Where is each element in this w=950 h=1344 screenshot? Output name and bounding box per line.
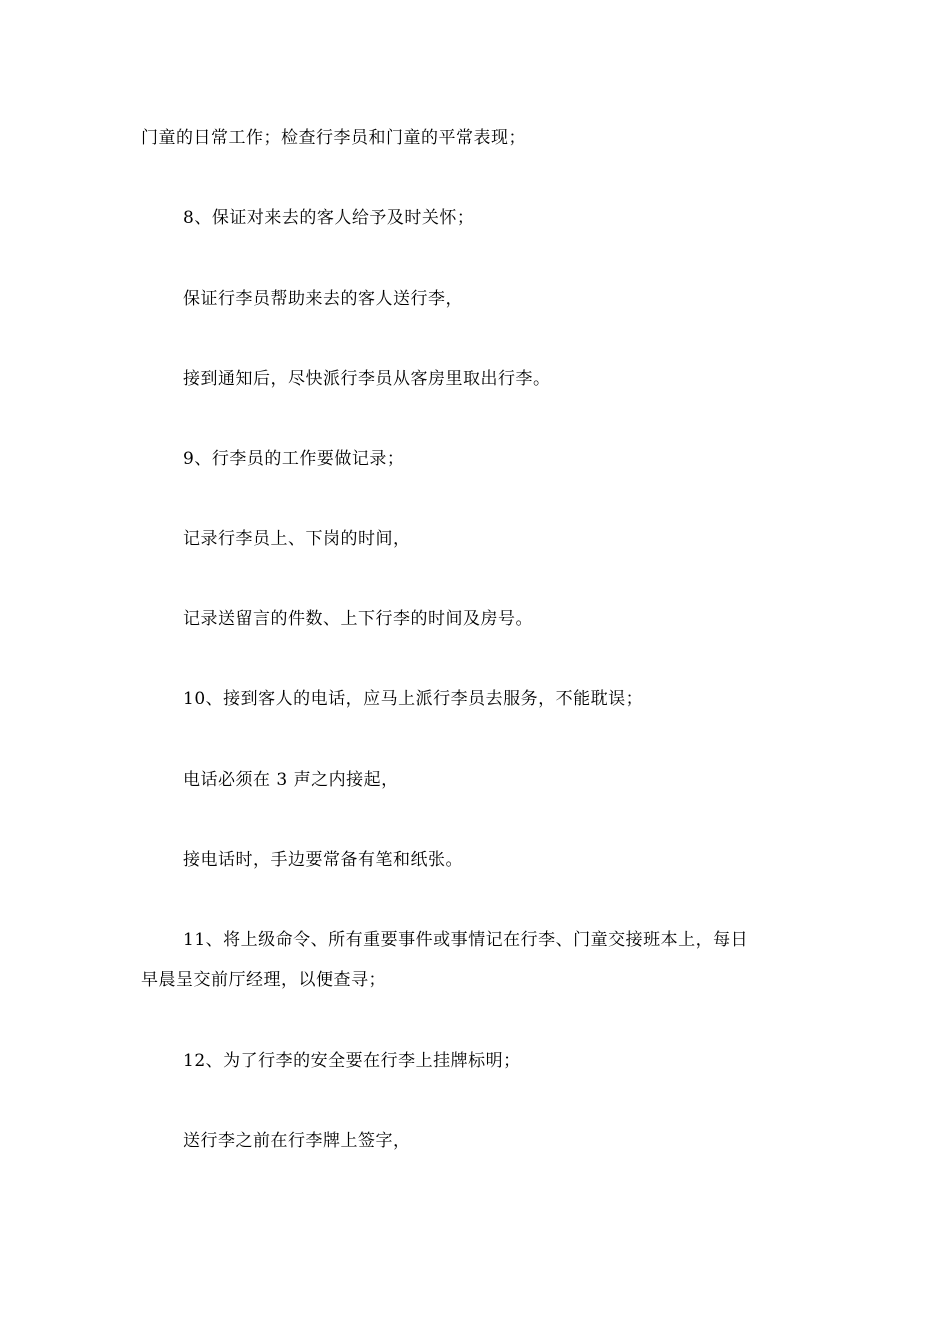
text-line: 接电话时，手边要常备有笔和纸张。 — [183, 850, 463, 870]
text-line: 电话必须在 3 声之内接起， — [183, 770, 399, 790]
text-line: 12、为了行李的安全要在行李上挂牌标明； — [183, 1051, 521, 1071]
text-line: 门童的日常工作；检查行李员和门童的平常表现； — [141, 128, 526, 148]
text-line: 记录行李员上、下岗的时间， — [183, 529, 411, 549]
text-line: 9、行李员的工作要做记录； — [183, 449, 405, 469]
text-line: 11、将上级命令、所有重要事件或事情记在行李、门童交接班本上，每日 — [183, 930, 749, 950]
text-line: 早晨呈交前厅经理，以便查寻； — [141, 970, 386, 990]
text-line: 送行李之前在行李牌上签字， — [183, 1131, 411, 1151]
text-line: 保证行李员帮助来去的客人送行李， — [183, 289, 463, 309]
text-line: 接到通知后，尽快派行李员从客房里取出行李。 — [183, 369, 551, 389]
text-line: 8、保证对来去的客人给予及时关怀； — [183, 208, 475, 228]
text-line: 记录送留言的件数、上下行李的时间及房号。 — [183, 609, 533, 629]
text-line: 10、接到客人的电话，应马上派行李员去服务，不能耽误； — [183, 689, 644, 709]
